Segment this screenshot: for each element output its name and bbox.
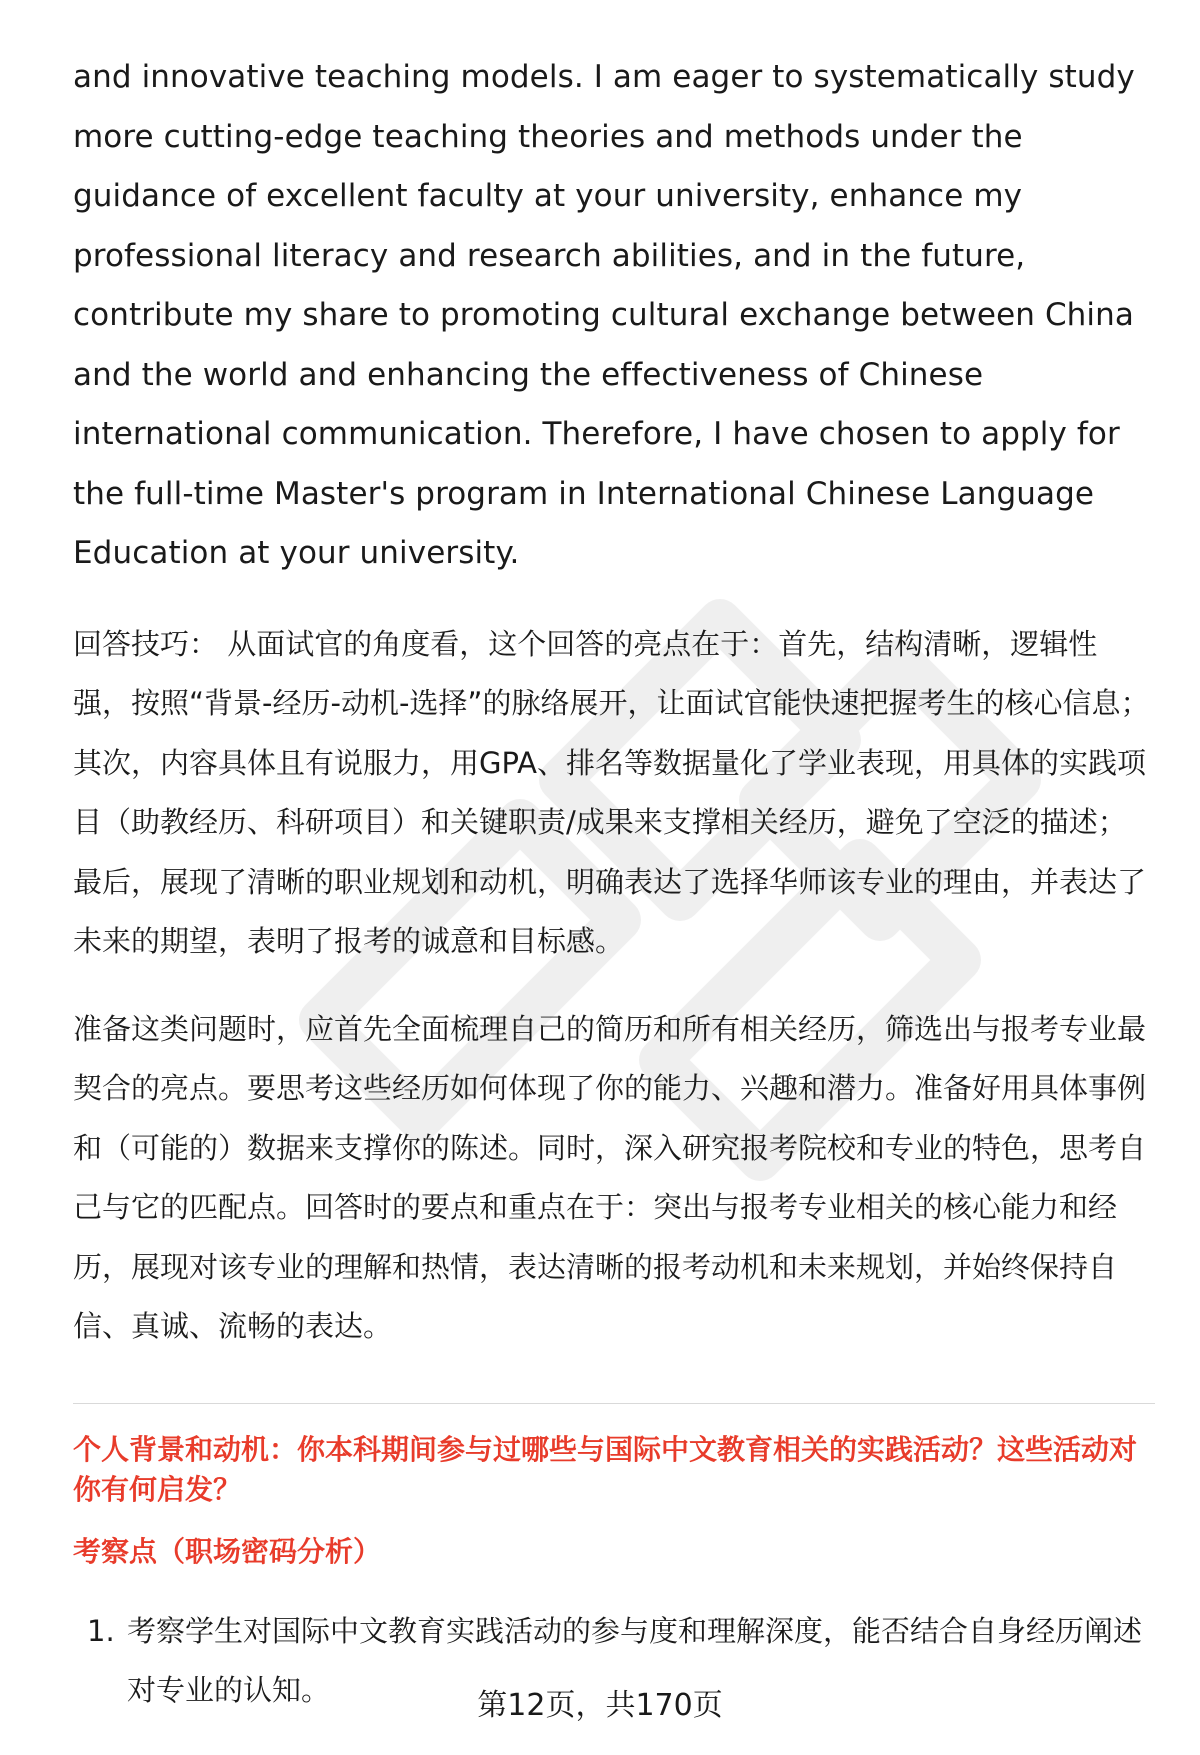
english-answer-paragraph: and innovative teaching models. I am eager to systematically study more cutting-edge teaching theories and methods under the guidance of excellent faculty at your university, enhance my professional literacy and research abilities, and in the future, contribute my share to promoting cultural exchange between China and the world and enhancing the effectiveness of Chinese international communication. Therefore, I have chosen to apply for the full-time Master's program in International Chinese Language Education at your university. — [73, 59, 1135, 571]
preparation-advice-paragraph: 准备这类问题时，应首先全面梳理自己的简历和所有相关经历，筛选出与报考专业最契合的亮点。要思考这些经历如何体现了你的能力、兴趣和潜力。准备好用具体事例和（可能的）数据来支撑你的陈述。同时，深入研究报考院校和专业的特色，思考自己与它的匹配点。回答时的要点和重点在于：突出与报考专业相关的核心能力和经历，展现对该专业的理解和热情，表达清晰的报考动机和未来规划，并始终保持自信、真诚、流畅的表达。 — [73, 1011, 1147, 1343]
question-heading: 个人背景和动机：你本科期间参与过哪些与国际中文教育相关的实践活动？这些活动对你有何启发？ — [73, 1432, 1138, 1506]
page-number: 第12页，共170页 — [477, 1688, 723, 1723]
answer-tips-paragraph: 回答技巧： 从面试官的角度看，这个回答的亮点在于：首先，结构清晰，逻辑性强，按照“背景-经历-动机-选择”的脉络展开，让面试官能快速把握考生的核心信息；其次，内容具体且有说服力，用GPA、排名等数据量化了学业表现，用具体的实践项目（助教经历、科研项目）和关键职责/成果来支撑相关经历，避免了空泛的描述；最后，展现了清晰的职业规划和动机，明确表达了选择华师该专业的理由，并表达了未来的期望，表明了报考的诚意和目标感。 — [73, 626, 1150, 958]
assessment-heading: 考察点（职场密码分析） — [73, 1534, 382, 1568]
list-item-number: 1. — [87, 1613, 115, 1648]
list-item-text: 考察学生对国际中文教育实践活动的参与度和理解深度，能否结合自身经历阐述对专业的认知。 — [127, 1613, 1143, 1707]
section-divider — [73, 1403, 1155, 1404]
main-content — [73, 48, 1155, 1737]
